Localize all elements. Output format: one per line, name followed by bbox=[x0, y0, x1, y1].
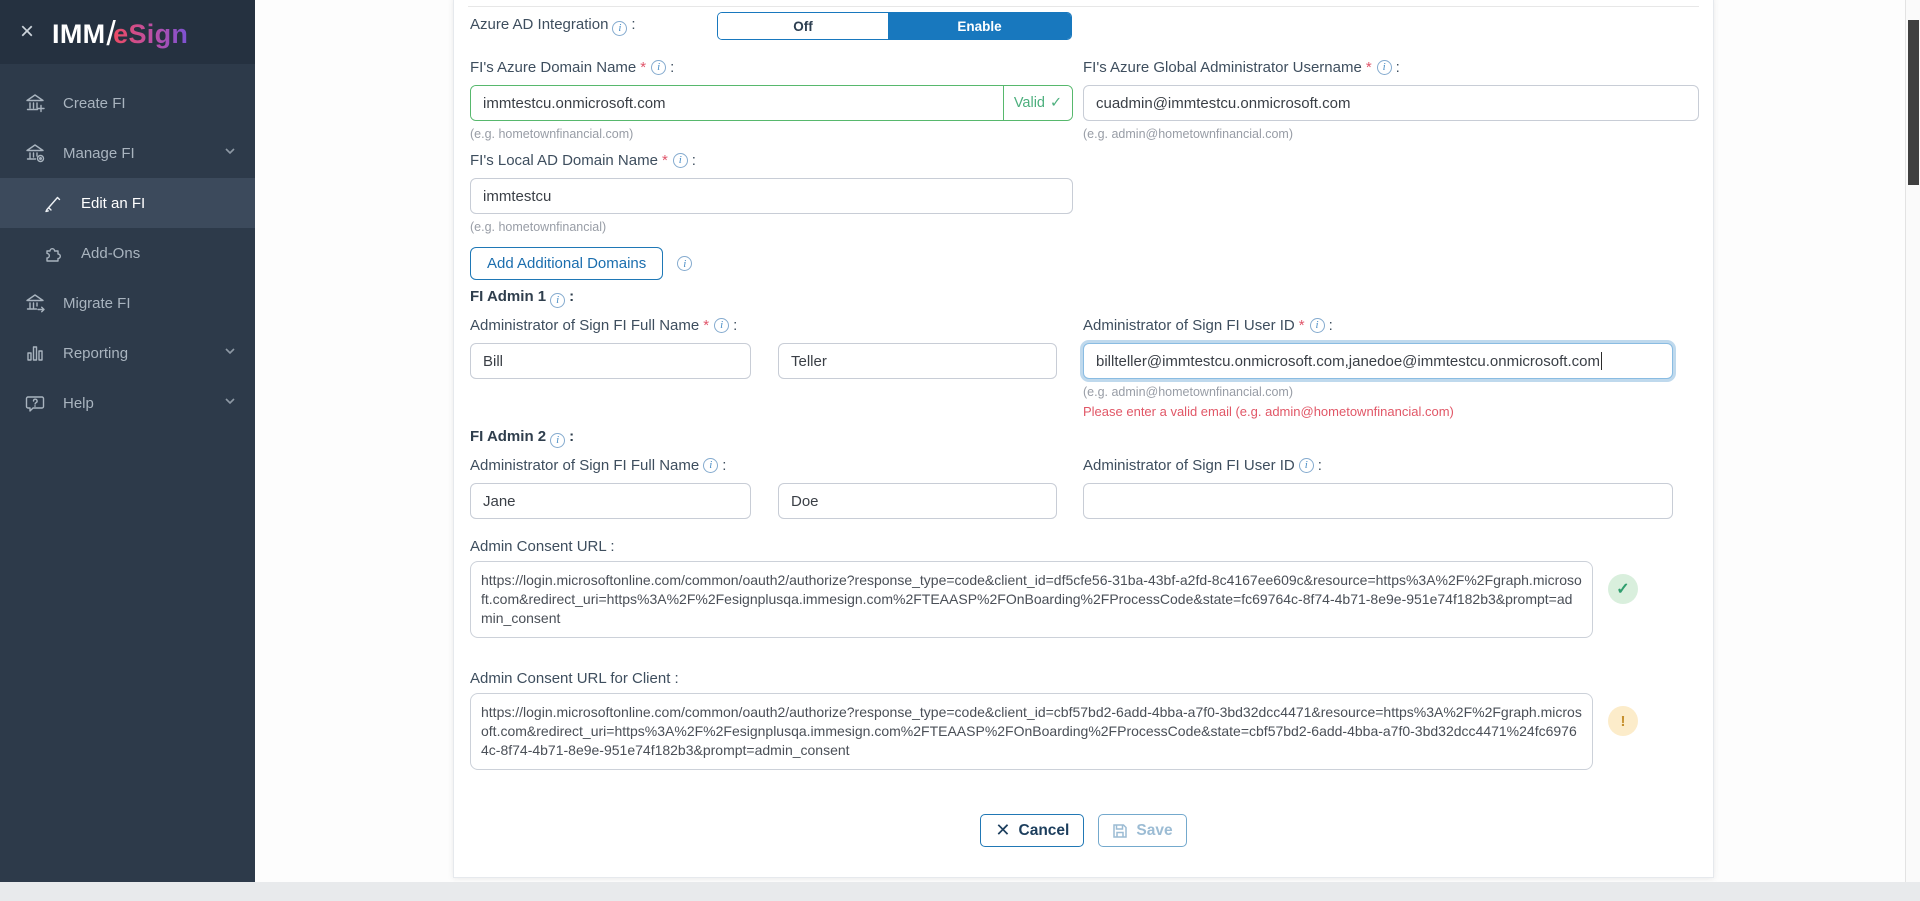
info-icon[interactable]: i bbox=[677, 256, 692, 271]
admin1-full-name-label: Administrator of Sign FI Full Name * i : bbox=[470, 316, 738, 334]
toggle-enable-option[interactable]: Enable bbox=[888, 13, 1071, 39]
pencil-icon bbox=[42, 192, 64, 214]
sidebar-nav bbox=[0, 64, 255, 428]
chevron-down-icon bbox=[223, 344, 237, 362]
sidebar-item-add-ons[interactable] bbox=[0, 228, 255, 278]
add-domains-row bbox=[470, 247, 696, 280]
azure-ad-integration-label: Azure AD Integration i : bbox=[470, 16, 636, 35]
admin1-user-id-hint: (e.g. admin@hometownfinancial.com) bbox=[1083, 385, 1294, 399]
fi-admin-1-heading: FI Admin 1 i : bbox=[470, 288, 575, 306]
sidebar-header bbox=[0, 0, 255, 64]
section-divider bbox=[468, 6, 1699, 7]
admin2-first-name-input[interactable] bbox=[470, 483, 751, 519]
info-icon[interactable]: i bbox=[1377, 60, 1392, 75]
azure-admin-username-input[interactable] bbox=[1083, 85, 1699, 121]
admin1-user-id-error: Please enter a valid email (e.g. admin@hometownfinancial.com) bbox=[1083, 404, 1454, 419]
sidebar-item-label: Create FI bbox=[63, 94, 126, 112]
sidebar-item-label: Help bbox=[63, 394, 94, 412]
admin1-user-id-field bbox=[1083, 316, 1700, 419]
add-additional-domains-button[interactable]: Add Additional Domains bbox=[470, 247, 663, 280]
local-ad-domain-field bbox=[470, 151, 1073, 234]
check-icon: ✓ bbox=[1050, 95, 1063, 111]
azure-domain-input[interactable] bbox=[471, 86, 1003, 120]
sidebar-item-reporting[interactable] bbox=[0, 328, 255, 378]
app-logo bbox=[52, 13, 188, 52]
bank-gear-icon bbox=[24, 142, 46, 164]
consent-url-valid-icon bbox=[1608, 574, 1638, 604]
sidebar-item-create-fi[interactable] bbox=[0, 78, 255, 128]
admin2-user-id-input[interactable] bbox=[1083, 483, 1673, 519]
valid-badge: Valid ✓ bbox=[1003, 86, 1072, 120]
exclamation-icon: ! bbox=[1620, 712, 1626, 730]
info-icon[interactable]: i bbox=[673, 153, 688, 168]
admin2-full-name-field bbox=[470, 456, 1073, 519]
sidebar-item-migrate-fi[interactable] bbox=[0, 278, 255, 328]
sidebar bbox=[0, 0, 255, 882]
consent-url-client-warning-icon bbox=[1608, 706, 1638, 736]
puzzle-icon bbox=[42, 242, 64, 264]
fi-admin-2-heading: FI Admin 2 i : bbox=[470, 428, 575, 446]
admin-consent-url-client-label: Admin Consent URL for Client : bbox=[470, 670, 679, 687]
horizontal-scroll-strip[interactable] bbox=[0, 882, 1920, 901]
azure-admin-username-hint: (e.g. admin@hometownfinancial.com) bbox=[1083, 127, 1294, 141]
azure-ad-integration-row bbox=[470, 12, 1697, 40]
admin1-user-id-label: Administrator of Sign FI User ID * i : bbox=[1083, 316, 1333, 334]
sidebar-item-label: Edit an FI bbox=[81, 194, 146, 212]
sidebar-item-label: Migrate FI bbox=[63, 294, 131, 312]
scrollbar-thumb[interactable] bbox=[1908, 20, 1919, 185]
edit-fi-form-card bbox=[453, 0, 1714, 878]
info-icon[interactable]: i bbox=[1299, 458, 1314, 473]
sidebar-item-label: Add-Ons bbox=[81, 244, 141, 262]
local-ad-domain-input[interactable] bbox=[470, 178, 1073, 214]
azure-admin-username-field bbox=[1083, 58, 1700, 141]
cancel-x-icon: ✕ bbox=[995, 820, 1011, 840]
text-caret bbox=[1601, 352, 1603, 370]
azure-domain-label: FI's Azure Domain Name * i : bbox=[470, 58, 675, 76]
info-icon[interactable]: i bbox=[703, 458, 718, 473]
admin1-last-name-input[interactable] bbox=[778, 343, 1057, 379]
local-ad-domain-label: FI's Local AD Domain Name * i : bbox=[470, 151, 696, 169]
sidebar-item-label: Reporting bbox=[63, 344, 129, 362]
admin2-user-id-field bbox=[1083, 456, 1700, 519]
sidebar-item-help[interactable] bbox=[0, 378, 255, 428]
azure-ad-toggle bbox=[717, 12, 1072, 40]
admin2-user-id-label: Administrator of Sign FI User ID i : bbox=[1083, 456, 1322, 474]
admin1-first-name-input[interactable] bbox=[470, 343, 751, 379]
local-ad-domain-hint: (e.g. hometownfinancial) bbox=[470, 220, 607, 234]
azure-admin-username-label: FI's Azure Global Administrator Username * i : bbox=[1083, 58, 1400, 76]
info-icon[interactable]: i bbox=[651, 60, 666, 75]
admin2-full-name-label: Administrator of Sign FI Full Name i : bbox=[470, 456, 727, 474]
logo-esign: eSign bbox=[113, 18, 189, 49]
main-content bbox=[255, 0, 1920, 882]
azure-domain-input-group bbox=[470, 85, 1073, 121]
close-icon[interactable]: × bbox=[20, 18, 35, 45]
sidebar-item-manage-fi[interactable] bbox=[0, 128, 255, 178]
logo-slash: / bbox=[106, 14, 117, 53]
bank-plus-icon bbox=[24, 92, 46, 114]
help-bubble-icon bbox=[24, 392, 46, 414]
info-icon[interactable]: i bbox=[612, 21, 627, 36]
admin1-user-id-input[interactable]: billteller@immtestcu.onmicrosoft.com,janedoe@immtestcu.onmicrosoft.com bbox=[1083, 343, 1673, 379]
info-icon[interactable]: i bbox=[550, 293, 565, 308]
info-icon[interactable]: i bbox=[550, 433, 565, 448]
vertical-scrollbar[interactable] bbox=[1905, 0, 1920, 882]
admin-consent-url-box[interactable]: https://login.microsoftonline.com/common/oauth2/authorize?response_type=code&client_id=df5cfe56-31ba-43bf-a2fd-8c4167ee609c&resource=https%3A%2F%2Fgraph.microsoft.com&redirect_uri=https%3A%2F%2Fesignplusqa.immesign.com%2FTEAASP%2FOnBoarding%2FProcessCode&state=fc69764c-8f74-4b71-8e9e-951e74f182b3&prompt=admin_consent bbox=[470, 561, 1593, 638]
save-floppy-icon bbox=[1112, 823, 1128, 839]
sidebar-item-label: Manage FI bbox=[63, 144, 135, 162]
bank-arrow-icon bbox=[24, 292, 46, 314]
info-icon[interactable]: i bbox=[714, 318, 729, 333]
admin1-full-name-field bbox=[470, 316, 1073, 379]
admin-consent-url-client-box[interactable]: https://login.microsoftonline.com/common/oauth2/authorize?response_type=code&client_id=cbf57bd2-6add-4bba-a7f0-3bd32dcc4471&resource=https%3A%2F%2Fgraph.microsoft.com&redirect_uri=https%3A%2F%2Fesignplusqa.immesign.com%2FTEAASP%2FOnBoarding%2FProcessCode&state=cbf57bd2-6add-4bba-a7f0-3bd32dcc4471%24fc69764c-8f74-4b71-8e9e-951e74f182b3&prompt=admin_consent bbox=[470, 693, 1593, 770]
sidebar-item-edit-an-fi[interactable] bbox=[0, 178, 255, 228]
azure-domain-field bbox=[470, 58, 1073, 141]
info-icon[interactable]: i bbox=[1310, 318, 1325, 333]
form-actions bbox=[454, 814, 1713, 847]
admin-consent-url-label: Admin Consent URL : bbox=[470, 538, 615, 555]
bar-chart-icon bbox=[24, 342, 46, 364]
chevron-down-icon bbox=[223, 144, 237, 162]
save-button[interactable]: Save bbox=[1098, 814, 1186, 847]
azure-domain-hint: (e.g. hometownfinancial.com) bbox=[470, 127, 634, 141]
cancel-button[interactable]: ✕ Cancel bbox=[980, 814, 1084, 847]
chevron-down-icon bbox=[223, 394, 237, 412]
toggle-off-option[interactable]: Off bbox=[718, 13, 888, 39]
admin2-last-name-input[interactable] bbox=[778, 483, 1057, 519]
logo-imm: IMM bbox=[52, 18, 106, 49]
check-icon: ✓ bbox=[1616, 581, 1630, 598]
